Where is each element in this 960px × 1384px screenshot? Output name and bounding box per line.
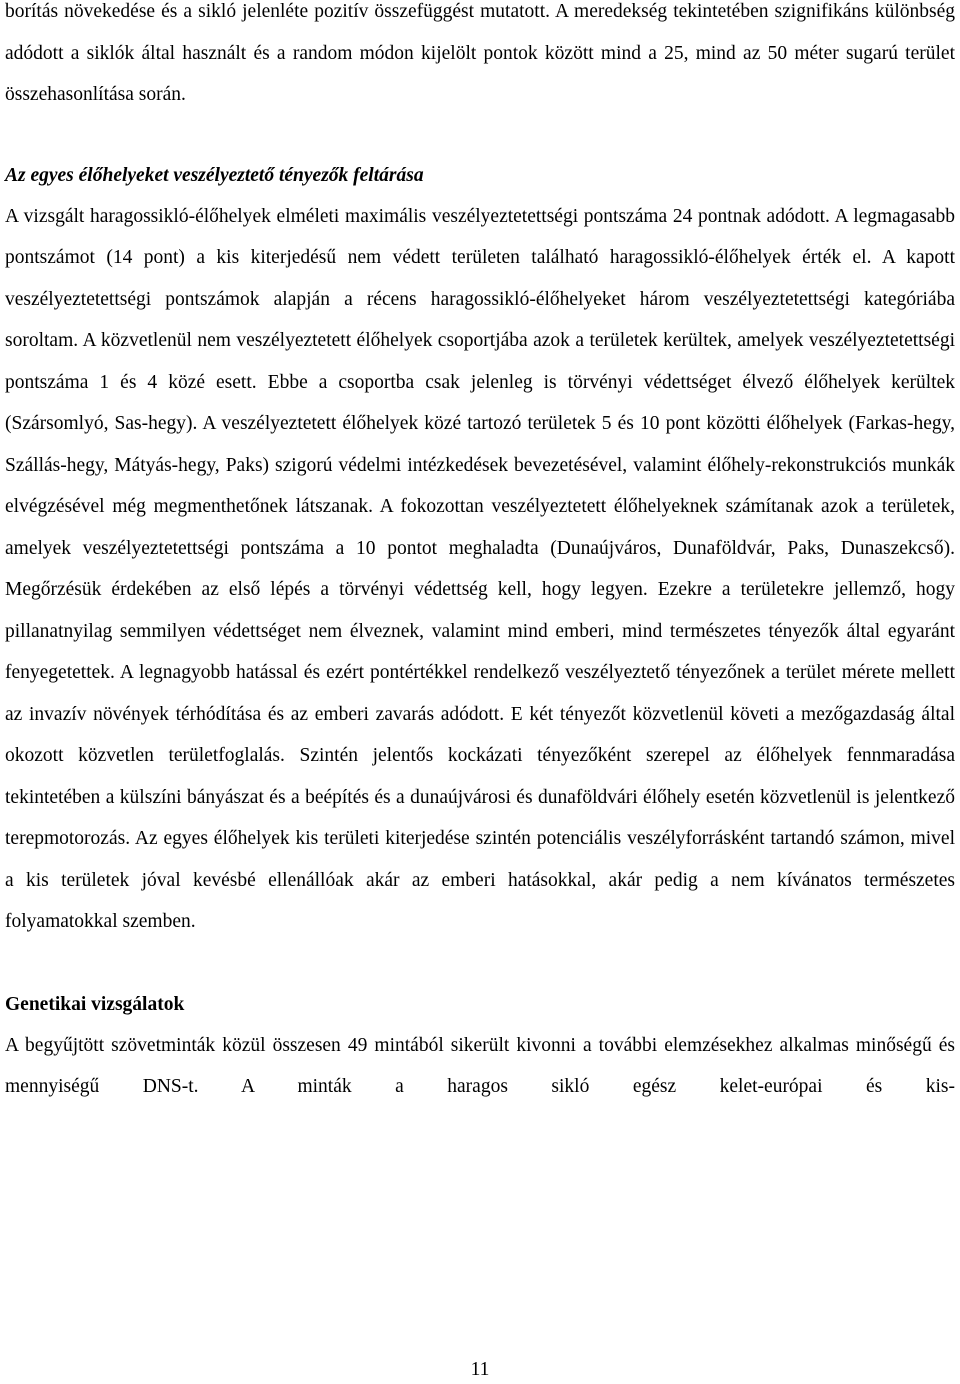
section-paragraph-genetics: A begyűjtött szövetminták közül összesen 49 mintából sikerült kivonni a további elemzésekhez alkalmas minőségű és mennyiségű DNS-t. A minták a haragos sikló egész kelet-európai és kis- [5, 1034, 955, 1097]
document-page [5, 0, 955, 1107]
section-paragraph-threats: A vizsgált haragossikló-élőhelyek elméleti maximális veszélyeztetettségi pontszáma 24 pontnak adódott. A legmagasabb pontszámot (14 pont) a kis kiterjedésű nem védett területen található haragossikló-élőhelyek érték el. A kapott veszélyeztetettségi pontszámok alapján a récens haragossikló-élőhelyeket három veszélyeztetettségi kategóriába soroltam. A közvetlenül nem veszélyeztetett élőhelyek csoportjába azok a területek kerültek, amelyek veszélyeztetettségi pontszáma 1 és 4 közé esett. Ebbe a csoportba csak jelenleg is törvényi védettséget élvező élőhelyek kerültek (Szársomlyó, Sas-hegy). A veszélyeztetett élőhelyek közé tartozó területek 5 és 10 pont közötti élőhelyek (Farkas-hegy, Szállás-hegy, Mátyás-hegy, Paks) szigorú védelmi intézkedések bevezetésével, valamint élőhely-rekonstrukciós munkák elvégzésével még megmenthetőnek látszanak. A fokozottan veszélyeztetett élőhelyeknek számítanak azok a területek, amelyek veszélyeztetettségi pontszáma a 10 pontot meghaladta (Dunaújváros, Dunaföldvár, Paks, Dunaszekcső). Megőrzésük érdekében az első lépés a törvényi védettség kell, hogy legyen. Ezekre a területekre jellemző, hogy pillanatnyilag semmilyen védettséget nem élveznek, valamint mind emberi, mind természetes tényezők által egyaránt fenyegetettek. A legnagyobb hatással és ezért pontértékkel rendelkező veszélyeztető tényezőnek a terület mérete mellett az invazív növények térhódítása és az emberi zavarás adódott. E két tényezőt közvetlenül követi a mezőgazdaság által okozott közvetlen területfoglalás. Szintén jelentős kockázati tényezőként szerepel az élőhelyek fennmaradása tekintetében a külszíni bányászat és a beépítés és a dunaújvárosi és dunaföldvári élőhely esetén közvetlenül is jelentkező terepmotorozás. Az egyes élőhelyek kis területi kiterjedése szintén potenciális veszélyforrásként tartandó számon, mivel a kis területek jóval kevésbé ellenállóak akár az emberi hatásokkal, akár pedig a nem kívánatos természetes folyamatokkal szemben. [5, 205, 955, 932]
page-number: 11 [470, 1359, 490, 1380]
section-heading-threats: Az egyes élőhelyeket veszélyeztető tényezők feltárása [5, 164, 424, 186]
intro-paragraph: borítás növekedése és a sikló jelenléte pozitív összefüggést mutatott. A meredekség tekintetében szignifikáns különbség adódott a siklók által használt és a random módon kijelölt pontok között mind a 25, mind az 50 méter sugarú terület összehasonlítása során. [5, 1, 955, 105]
section-heading-genetics: Genetikai vizsgálatok [5, 993, 185, 1015]
